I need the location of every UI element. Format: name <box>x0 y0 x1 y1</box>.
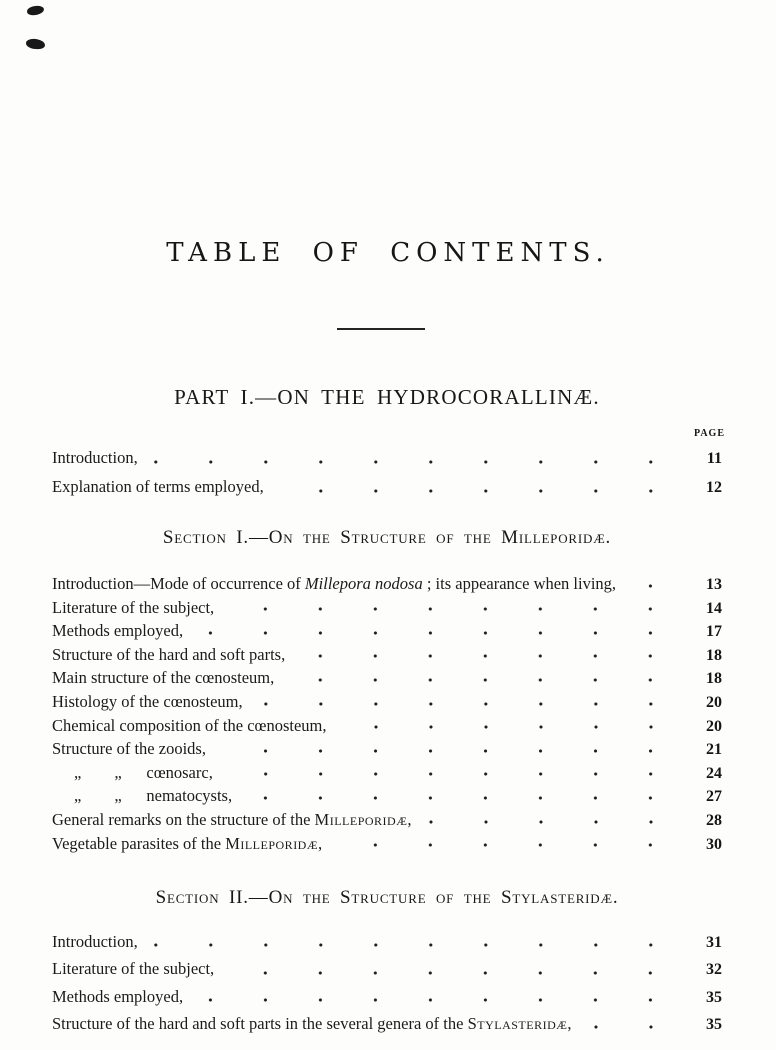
dot-leader <box>148 443 682 472</box>
dot-leader <box>223 761 682 785</box>
toc-entry-label: Main structure of the cœnosteum, <box>52 668 275 688</box>
toc-row <box>52 928 722 955</box>
toc-entry-label: Structure of the zooids, <box>52 739 206 759</box>
dot-leader <box>193 983 682 1010</box>
toc-row <box>52 1010 722 1037</box>
toc-page-number: 20 <box>706 693 722 711</box>
toc-page-number: 24 <box>706 764 722 782</box>
section2-rows <box>52 928 722 1037</box>
toc-entry-label: Methods employed, <box>52 986 184 1006</box>
dot-leader <box>216 737 682 761</box>
toc-entry-label: Literature of the subject, <box>52 959 215 979</box>
section1-heading: Section I.—On the Structure of the Milleporidæ. <box>162 527 612 548</box>
dot-leader <box>626 572 682 596</box>
toc-row <box>52 443 722 472</box>
toc-row <box>52 472 722 501</box>
toc-row <box>52 596 722 620</box>
page-column-label: PAGE <box>693 428 725 439</box>
toc-row <box>52 619 722 643</box>
dot-leader <box>295 643 682 667</box>
dot-leader <box>224 955 682 982</box>
toc-row <box>52 955 722 982</box>
toc-page-number: 21 <box>706 741 722 759</box>
page-title: TABLE OF CONTENTS. <box>166 238 610 268</box>
toc-entry-label: Introduction, <box>52 448 138 467</box>
toc-page-number: 17 <box>706 623 722 641</box>
divider-rule <box>337 328 425 330</box>
toc-entry-label: Introduction, <box>52 932 138 951</box>
dot-leader <box>242 784 682 808</box>
toc-row <box>52 737 722 761</box>
scan-artifact-smudge <box>26 39 45 50</box>
dot-leader <box>224 596 682 620</box>
toc-row <box>52 714 722 738</box>
toc-entry-label: Chemical composition of the cœnosteum, <box>52 715 327 735</box>
toc-page-number: 35 <box>706 988 722 1006</box>
dot-leader <box>332 832 682 856</box>
dot-leader <box>193 619 682 643</box>
toc-page-number: 20 <box>706 717 722 735</box>
toc-page-number: 11 <box>706 450 722 467</box>
toc-entry-label: „ „ cœnosarc, <box>74 762 213 782</box>
toc-page-number: 12 <box>706 479 722 496</box>
toc-page-number: 30 <box>706 835 722 853</box>
toc-row <box>52 643 722 667</box>
section2-heading: Section II.—On the Structure of the Stylasteridæ. <box>155 887 619 908</box>
toc-entry-label: Explanation of terms employed, <box>52 477 264 496</box>
toc-entry-label: Literature of the subject, <box>52 597 215 617</box>
toc-row <box>52 983 722 1010</box>
toc-page-number: 18 <box>706 646 722 664</box>
toc-row <box>52 761 722 785</box>
toc-entry-label: Vegetable parasites of the Milleporidæ, <box>52 833 323 853</box>
toc-page-number: 13 <box>706 576 722 593</box>
dot-leader <box>284 666 682 690</box>
toc-entry-label: Structure of the hard and soft parts, <box>52 644 286 664</box>
toc-row <box>52 666 722 690</box>
toc-entry-label: Structure of the hard and soft parts in the several genera of the Stylasteridæ, <box>52 1013 572 1033</box>
section1-rows <box>52 572 722 855</box>
part1-rows <box>52 443 722 501</box>
toc-entry-label: Histology of the cœnosteum, <box>52 691 243 711</box>
toc-entry-label: Methods employed, <box>52 621 184 641</box>
dot-leader <box>253 690 682 714</box>
toc-entry-label: Introduction—Mode of occurrence of Millepora nodosa ; its appearance when living, <box>52 574 617 593</box>
toc-row <box>52 784 722 808</box>
dot-leader <box>422 808 683 832</box>
dot-leader <box>148 928 682 955</box>
toc-page-number: 31 <box>706 934 722 951</box>
part1-heading: PART I.—ON THE HYDROCORALLINÆ. <box>174 385 600 409</box>
toc-page-number: 35 <box>706 1015 722 1033</box>
toc-page-number: 28 <box>706 811 722 829</box>
dot-leader <box>337 714 683 738</box>
dot-leader <box>274 472 682 501</box>
toc-row <box>52 808 722 832</box>
dot-leader <box>582 1010 682 1037</box>
toc-page-number: 27 <box>706 788 722 806</box>
toc-row <box>52 832 722 856</box>
toc-page-number: 32 <box>706 961 722 979</box>
scan-artifact-smudge <box>27 5 45 15</box>
toc-row <box>52 572 722 596</box>
toc-entry-label: „ „ nematocysts, <box>74 786 233 806</box>
toc-page-number: 18 <box>706 670 722 688</box>
toc-row <box>52 690 722 714</box>
toc-page-number: 14 <box>706 599 722 617</box>
toc-entry-label: General remarks on the structure of the Milleporidæ, <box>52 809 412 829</box>
